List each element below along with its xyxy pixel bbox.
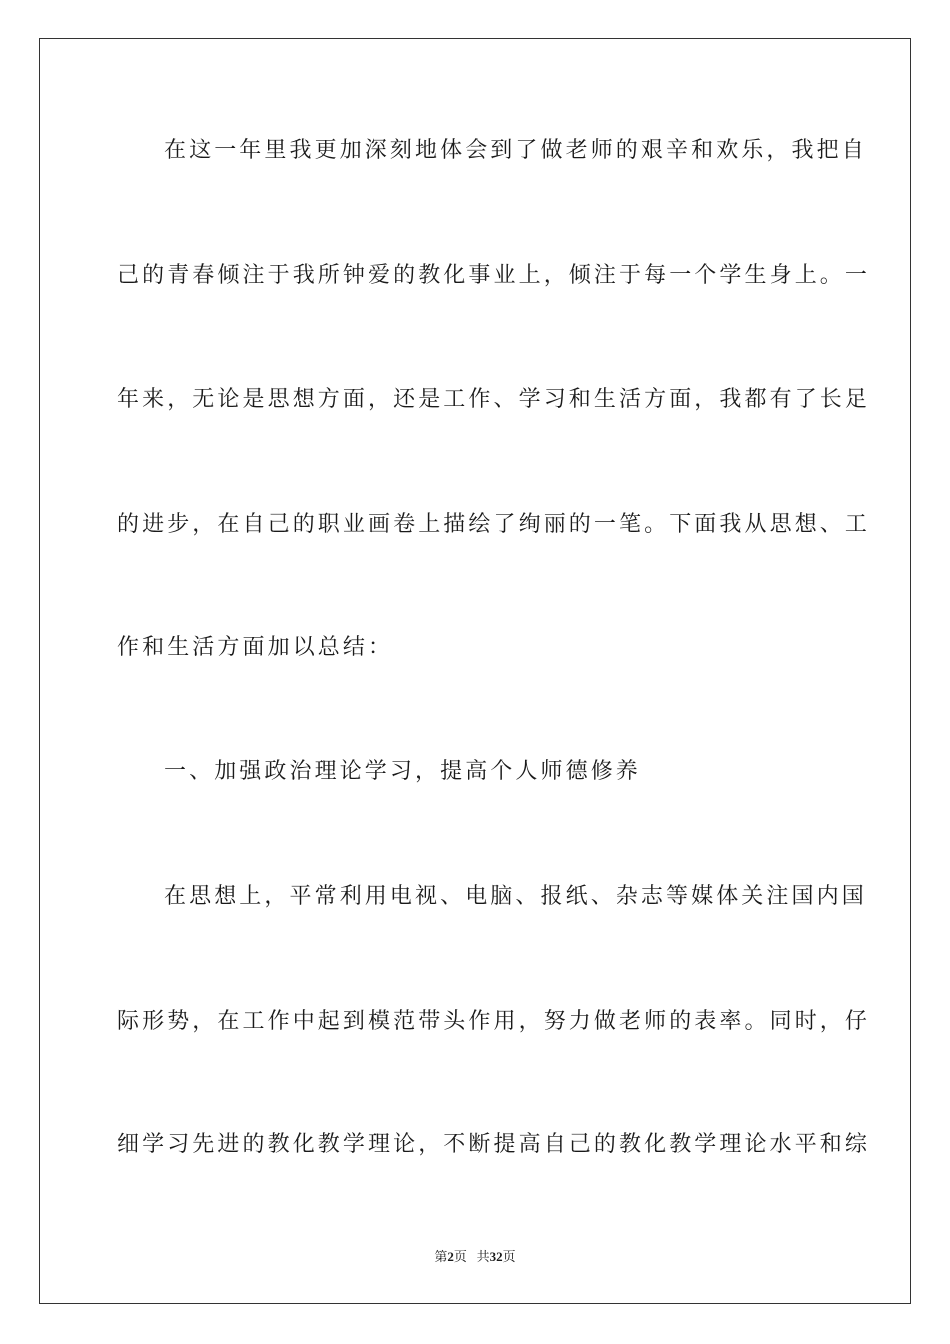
paragraph-line: 年来，无论是思想方面，还是工作、学习和生活方面，我都有了长足 <box>117 387 871 412</box>
paragraph-line: 己的青春倾注于我所钟爱的教化事业上，倾注于每一个学生身上。一 <box>117 263 871 288</box>
paragraph-line: 在思想上，平常利用电视、电脑、报纸、杂志等媒体关注国内国 <box>164 884 867 909</box>
page-number: 2 <box>447 1249 454 1264</box>
paragraph-line: 作和生活方面加以总结： <box>117 635 394 660</box>
paragraph-line: 在这一年里我更加深刻地体会到了做老师的艰辛和欢乐，我把自 <box>164 138 867 163</box>
page-suffix: 页 <box>453 1249 467 1264</box>
paragraph-line: 的进步，在自己的职业画卷上描绘了绚丽的一笔。下面我从思想、工 <box>117 512 871 537</box>
page-footer <box>0 1248 950 1266</box>
paragraph-line: 细学习先进的教化教学理论，不断提高自己的教化教学理论水平和综 <box>117 1132 871 1157</box>
page-prefix: 第 <box>434 1249 448 1264</box>
paragraph-line: 际形势，在工作中起到模范带头作用，努力做老师的表率。同时，仔 <box>117 1009 871 1034</box>
total-prefix: 共 <box>476 1249 490 1264</box>
total-pages: 32 <box>489 1249 503 1264</box>
section-heading: 一、加强政治理论学习，提高个人师德修养 <box>164 759 641 784</box>
total-suffix: 页 <box>502 1249 516 1264</box>
page-border <box>39 38 911 1304</box>
